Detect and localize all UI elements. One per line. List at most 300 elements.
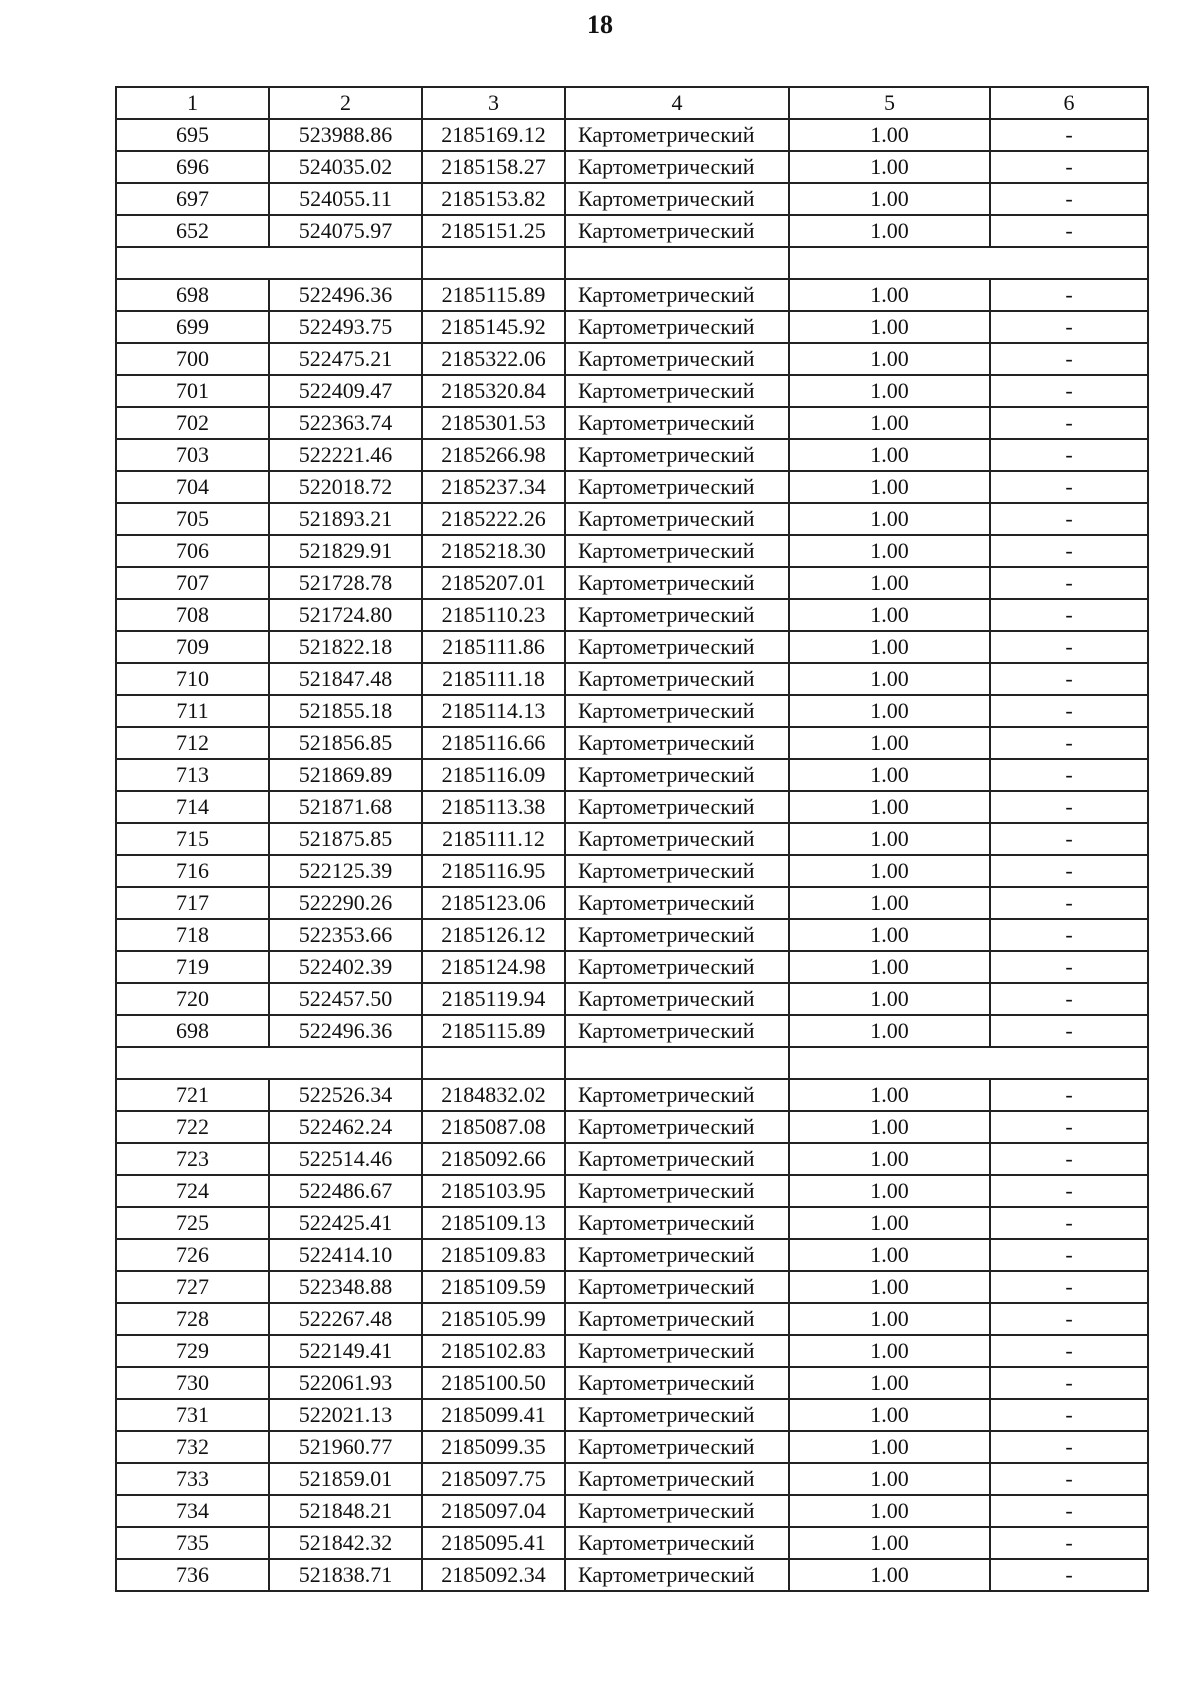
table-cell: 524055.11 xyxy=(269,183,422,215)
table-cell: 2185099.35 xyxy=(422,1431,565,1463)
table-cell: - xyxy=(990,1143,1148,1175)
table-row xyxy=(116,1463,1148,1495)
table-row xyxy=(116,1207,1148,1239)
table-cell: - xyxy=(990,503,1148,535)
table-cell: 2185237.34 xyxy=(422,471,565,503)
table-cell: Картометрический xyxy=(565,1303,789,1335)
table-cell: 521724.80 xyxy=(269,599,422,631)
table-cell: 2185116.09 xyxy=(422,759,565,791)
table-row xyxy=(116,1367,1148,1399)
table-cell: 732 xyxy=(116,1431,269,1463)
table-row xyxy=(116,1143,1148,1175)
table-cell: - xyxy=(990,183,1148,215)
table-cell: - xyxy=(990,311,1148,343)
table-cell: Картометрический xyxy=(565,951,789,983)
table-cell: 1.00 xyxy=(789,855,990,887)
table-cell: 521855.18 xyxy=(269,695,422,727)
table-cell: 2185097.04 xyxy=(422,1495,565,1527)
table-cell: 521842.32 xyxy=(269,1527,422,1559)
table-cell: - xyxy=(990,1495,1148,1527)
table-row xyxy=(116,1559,1148,1591)
table-cell: 522221.46 xyxy=(269,439,422,471)
table-cell: 2185111.18 xyxy=(422,663,565,695)
table-cell: 711 xyxy=(116,695,269,727)
table-cell: 2185100.50 xyxy=(422,1367,565,1399)
table-cell: Картометрический xyxy=(565,1335,789,1367)
table-row xyxy=(116,727,1148,759)
table-cell: 521856.85 xyxy=(269,727,422,759)
table-cell: 728 xyxy=(116,1303,269,1335)
table-cell: 1.00 xyxy=(789,1239,990,1271)
table-cell: 725 xyxy=(116,1207,269,1239)
table-cell: 1.00 xyxy=(789,1399,990,1431)
table-cell: 1.00 xyxy=(789,1495,990,1527)
table-cell: 721 xyxy=(116,1079,269,1111)
empty-cell xyxy=(116,1047,422,1079)
table-cell: 718 xyxy=(116,919,269,951)
table-cell: 2185124.98 xyxy=(422,951,565,983)
coordinates-table xyxy=(115,86,1149,1592)
table-cell: - xyxy=(990,471,1148,503)
table-cell: Картометрический xyxy=(565,727,789,759)
table-cell: - xyxy=(990,599,1148,631)
table-row xyxy=(116,695,1148,727)
table-cell: 723 xyxy=(116,1143,269,1175)
table-cell: 1.00 xyxy=(789,311,990,343)
table-cell: Картометрический xyxy=(565,1207,789,1239)
table-cell: 722 xyxy=(116,1111,269,1143)
table-cell: 1.00 xyxy=(789,727,990,759)
table-row xyxy=(116,279,1148,311)
table-cell: - xyxy=(990,567,1148,599)
table-cell: 1.00 xyxy=(789,631,990,663)
table-cell: 1.00 xyxy=(789,215,990,247)
table-cell: Картометрический xyxy=(565,1367,789,1399)
table-cell: 1.00 xyxy=(789,471,990,503)
table-cell: 2185158.27 xyxy=(422,151,565,183)
table-cell: 522493.75 xyxy=(269,311,422,343)
table-row xyxy=(116,951,1148,983)
table-cell: Картометрический xyxy=(565,791,789,823)
table-row xyxy=(116,759,1148,791)
table-cell: 710 xyxy=(116,663,269,695)
table-row xyxy=(116,1303,1148,1335)
table-cell: - xyxy=(990,151,1148,183)
table-cell: 523988.86 xyxy=(269,119,422,151)
empty-cell xyxy=(116,247,422,279)
table-cell: 2185116.66 xyxy=(422,727,565,759)
table-cell: 1.00 xyxy=(789,663,990,695)
table-row xyxy=(116,183,1148,215)
table-cell: 702 xyxy=(116,407,269,439)
table-cell: - xyxy=(990,663,1148,695)
table-cell: 524035.02 xyxy=(269,151,422,183)
table-cell: 707 xyxy=(116,567,269,599)
column-header: 4 xyxy=(565,87,789,119)
table-row xyxy=(116,215,1148,247)
table-row xyxy=(116,311,1148,343)
table-cell: 698 xyxy=(116,1015,269,1047)
table-cell: - xyxy=(990,855,1148,887)
table-cell: 522021.13 xyxy=(269,1399,422,1431)
table-row xyxy=(116,631,1148,663)
table-cell: 522414.10 xyxy=(269,1239,422,1271)
table-cell: 1.00 xyxy=(789,1175,990,1207)
table-cell: 1.00 xyxy=(789,1207,990,1239)
table-cell: - xyxy=(990,631,1148,663)
table-cell: 698 xyxy=(116,279,269,311)
table-cell: 2185105.99 xyxy=(422,1303,565,1335)
table-cell: Картометрический xyxy=(565,311,789,343)
table-cell: Картометрический xyxy=(565,1399,789,1431)
table-cell: - xyxy=(990,1303,1148,1335)
table-cell: Картометрический xyxy=(565,887,789,919)
table-cell: - xyxy=(990,1463,1148,1495)
table-cell: 734 xyxy=(116,1495,269,1527)
table-cell: 1.00 xyxy=(789,1015,990,1047)
table-cell: 1.00 xyxy=(789,375,990,407)
table-cell: 2185222.26 xyxy=(422,503,565,535)
table-row xyxy=(116,1495,1148,1527)
table-cell: - xyxy=(990,1335,1148,1367)
table-cell: 2185119.94 xyxy=(422,983,565,1015)
table-cell: 1.00 xyxy=(789,1143,990,1175)
table-cell: 704 xyxy=(116,471,269,503)
table-row xyxy=(116,983,1148,1015)
table-cell: Картометрический xyxy=(565,695,789,727)
table-cell: 2185092.66 xyxy=(422,1143,565,1175)
table-cell: - xyxy=(990,727,1148,759)
table-cell: 2185095.41 xyxy=(422,1527,565,1559)
table-row xyxy=(116,1431,1148,1463)
table-cell: 2185266.98 xyxy=(422,439,565,471)
table-cell: - xyxy=(990,951,1148,983)
table-cell: 1.00 xyxy=(789,151,990,183)
table-cell: 522290.26 xyxy=(269,887,422,919)
table-cell: 521875.85 xyxy=(269,823,422,855)
table-cell: 1.00 xyxy=(789,887,990,919)
table-cell: - xyxy=(990,791,1148,823)
empty-cell xyxy=(565,247,789,279)
table-body xyxy=(116,119,1148,1591)
table-cell: 708 xyxy=(116,599,269,631)
table-cell: 2185110.23 xyxy=(422,599,565,631)
table-cell: Картометрический xyxy=(565,215,789,247)
table-cell: - xyxy=(990,1111,1148,1143)
table-cell: 521869.89 xyxy=(269,759,422,791)
column-header: 1 xyxy=(116,87,269,119)
table-cell: - xyxy=(990,535,1148,567)
table-cell: 522496.36 xyxy=(269,279,422,311)
table-row xyxy=(116,663,1148,695)
table-cell: 2185115.89 xyxy=(422,1015,565,1047)
table-cell: 522125.39 xyxy=(269,855,422,887)
table-cell: - xyxy=(990,1015,1148,1047)
table-cell: 521728.78 xyxy=(269,567,422,599)
table-cell: Картометрический xyxy=(565,439,789,471)
table-cell: 1.00 xyxy=(789,951,990,983)
table-cell: 2185115.89 xyxy=(422,279,565,311)
table-row xyxy=(116,823,1148,855)
table-cell: 720 xyxy=(116,983,269,1015)
table-row xyxy=(116,1175,1148,1207)
table-cell: 1.00 xyxy=(789,1335,990,1367)
table-cell: 1.00 xyxy=(789,919,990,951)
table-cell: 522363.74 xyxy=(269,407,422,439)
table-cell: 1.00 xyxy=(789,695,990,727)
table-row xyxy=(116,1111,1148,1143)
table-cell: 2185126.12 xyxy=(422,919,565,951)
table-cell: Картометрический xyxy=(565,663,789,695)
table-cell: - xyxy=(990,279,1148,311)
table-row xyxy=(116,375,1148,407)
column-header: 2 xyxy=(269,87,422,119)
table-cell: Картометрический xyxy=(565,1175,789,1207)
table-cell: 705 xyxy=(116,503,269,535)
table-cell: - xyxy=(990,823,1148,855)
table-cell: 1.00 xyxy=(789,791,990,823)
table-cell: 522267.48 xyxy=(269,1303,422,1335)
table-cell: 524075.97 xyxy=(269,215,422,247)
table-cell: 522486.67 xyxy=(269,1175,422,1207)
table-cell: 521871.68 xyxy=(269,791,422,823)
table-cell: 2185109.13 xyxy=(422,1207,565,1239)
table-cell: Картометрический xyxy=(565,1463,789,1495)
table-cell: 1.00 xyxy=(789,599,990,631)
table-cell: 713 xyxy=(116,759,269,791)
table-cell: 2185087.08 xyxy=(422,1111,565,1143)
table-cell: - xyxy=(990,1239,1148,1271)
empty-cell xyxy=(422,247,565,279)
table-cell: 2185113.38 xyxy=(422,791,565,823)
table-row xyxy=(116,1271,1148,1303)
table-cell: 1.00 xyxy=(789,503,990,535)
column-header: 5 xyxy=(789,87,990,119)
table-cell: Картометрический xyxy=(565,599,789,631)
table-cell: - xyxy=(990,1175,1148,1207)
table-cell: 1.00 xyxy=(789,1431,990,1463)
empty-cell xyxy=(422,1047,565,1079)
table-cell: 521893.21 xyxy=(269,503,422,535)
table-cell: 1.00 xyxy=(789,1367,990,1399)
table-cell: Картометрический xyxy=(565,183,789,215)
table-cell: Картометрический xyxy=(565,759,789,791)
table-cell: - xyxy=(990,1207,1148,1239)
separator-row xyxy=(116,1047,1148,1079)
table-cell: 2185097.75 xyxy=(422,1463,565,1495)
table-cell: Картометрический xyxy=(565,631,789,663)
table-row xyxy=(116,471,1148,503)
table-cell: 1.00 xyxy=(789,439,990,471)
table-cell: Картометрический xyxy=(565,1111,789,1143)
table-row xyxy=(116,1335,1148,1367)
empty-cell xyxy=(789,1047,1148,1079)
table-cell: 521838.71 xyxy=(269,1559,422,1591)
table-cell: 522018.72 xyxy=(269,471,422,503)
table-row xyxy=(116,343,1148,375)
table-cell: 1.00 xyxy=(789,1463,990,1495)
table-cell: 1.00 xyxy=(789,1527,990,1559)
table-cell: 715 xyxy=(116,823,269,855)
table-cell: 2185320.84 xyxy=(422,375,565,407)
table-cell: 717 xyxy=(116,887,269,919)
table-cell: - xyxy=(990,1079,1148,1111)
table-cell: 1.00 xyxy=(789,983,990,1015)
table-cell: 699 xyxy=(116,311,269,343)
table-row xyxy=(116,1527,1148,1559)
table-cell: 2185103.95 xyxy=(422,1175,565,1207)
table-cell: - xyxy=(990,1527,1148,1559)
table-cell: 2185169.12 xyxy=(422,119,565,151)
table-cell: - xyxy=(990,1559,1148,1591)
table-cell: 726 xyxy=(116,1239,269,1271)
table-row xyxy=(116,855,1148,887)
table-cell: 521829.91 xyxy=(269,535,422,567)
table-row xyxy=(116,919,1148,951)
table-cell: 2185145.92 xyxy=(422,311,565,343)
table-row xyxy=(116,1015,1148,1047)
table-cell: - xyxy=(990,1367,1148,1399)
table-cell: 1.00 xyxy=(789,567,990,599)
table-cell: 2185109.59 xyxy=(422,1271,565,1303)
table-cell: 700 xyxy=(116,343,269,375)
table-cell: 736 xyxy=(116,1559,269,1591)
table-cell: 1.00 xyxy=(789,1111,990,1143)
table-cell: 712 xyxy=(116,727,269,759)
table-cell: 1.00 xyxy=(789,1559,990,1591)
table-cell: 1.00 xyxy=(789,279,990,311)
table-cell: - xyxy=(990,983,1148,1015)
column-header: 6 xyxy=(990,87,1148,119)
table-cell: Картометрический xyxy=(565,407,789,439)
table-cell: 706 xyxy=(116,535,269,567)
table-cell: 2185102.83 xyxy=(422,1335,565,1367)
table-cell: Картометрический xyxy=(565,279,789,311)
table-cell: 521960.77 xyxy=(269,1431,422,1463)
table-row xyxy=(116,791,1148,823)
table-cell: Картометрический xyxy=(565,1079,789,1111)
table-cell: 522353.66 xyxy=(269,919,422,951)
table-cell: 703 xyxy=(116,439,269,471)
table-cell: 522409.47 xyxy=(269,375,422,407)
table-cell: - xyxy=(990,375,1148,407)
table-cell: Картометрический xyxy=(565,471,789,503)
table-cell: 2185218.30 xyxy=(422,535,565,567)
table-cell: Картометрический xyxy=(565,1143,789,1175)
table-cell: 731 xyxy=(116,1399,269,1431)
table-cell: - xyxy=(990,407,1148,439)
table-cell: 522457.50 xyxy=(269,983,422,1015)
table-cell: 652 xyxy=(116,215,269,247)
table-cell: 2185109.83 xyxy=(422,1239,565,1271)
table-cell: 730 xyxy=(116,1367,269,1399)
table-cell: - xyxy=(990,439,1148,471)
table-cell: 1.00 xyxy=(789,823,990,855)
table-cell: 2184832.02 xyxy=(422,1079,565,1111)
table-cell: - xyxy=(990,119,1148,151)
table-row xyxy=(116,119,1148,151)
table-cell: 2185301.53 xyxy=(422,407,565,439)
table-cell: Картометрический xyxy=(565,503,789,535)
table-cell: Картометрический xyxy=(565,1431,789,1463)
table-cell: Картометрический xyxy=(565,855,789,887)
table-cell: 522462.24 xyxy=(269,1111,422,1143)
table-cell: Картометрический xyxy=(565,1015,789,1047)
table-cell: 719 xyxy=(116,951,269,983)
empty-cell xyxy=(565,1047,789,1079)
table-cell: 2185111.86 xyxy=(422,631,565,663)
table-cell: 714 xyxy=(116,791,269,823)
table-cell: Картометрический xyxy=(565,1271,789,1303)
table-cell: 522402.39 xyxy=(269,951,422,983)
table-cell: Картометрический xyxy=(565,1239,789,1271)
header-row xyxy=(116,87,1148,119)
table-cell: Картометрический xyxy=(565,1559,789,1591)
table-row xyxy=(116,1239,1148,1271)
table-cell: 522496.36 xyxy=(269,1015,422,1047)
table-cell: 521822.18 xyxy=(269,631,422,663)
separator-row xyxy=(116,247,1148,279)
table-cell: 522149.41 xyxy=(269,1335,422,1367)
table-cell: 2185207.01 xyxy=(422,567,565,599)
table-cell: Картометрический xyxy=(565,1495,789,1527)
table-cell: 701 xyxy=(116,375,269,407)
table-cell: - xyxy=(990,759,1148,791)
table-cell: Картометрический xyxy=(565,375,789,407)
table-cell: Картометрический xyxy=(565,919,789,951)
table-cell: 522061.93 xyxy=(269,1367,422,1399)
table-cell: - xyxy=(990,343,1148,375)
table-cell: Картометрический xyxy=(565,119,789,151)
table-cell: 1.00 xyxy=(789,759,990,791)
table-row xyxy=(116,535,1148,567)
table-cell: 2185092.34 xyxy=(422,1559,565,1591)
table-cell: 697 xyxy=(116,183,269,215)
table-cell: 2185153.82 xyxy=(422,183,565,215)
table-cell: 2185116.95 xyxy=(422,855,565,887)
table-cell: - xyxy=(990,215,1148,247)
table-row xyxy=(116,407,1148,439)
table-cell: 727 xyxy=(116,1271,269,1303)
table-cell: - xyxy=(990,1399,1148,1431)
table-cell: 522514.46 xyxy=(269,1143,422,1175)
column-header: 3 xyxy=(422,87,565,119)
table-cell: - xyxy=(990,1271,1148,1303)
page-number: 18 xyxy=(587,10,613,39)
table-cell: 724 xyxy=(116,1175,269,1207)
table-cell: Картометрический xyxy=(565,151,789,183)
table-cell: 1.00 xyxy=(789,1303,990,1335)
table-cell: 1.00 xyxy=(789,183,990,215)
table-row xyxy=(116,1399,1148,1431)
table-cell: 716 xyxy=(116,855,269,887)
table-cell: 521859.01 xyxy=(269,1463,422,1495)
table-cell: 735 xyxy=(116,1527,269,1559)
table-cell: Картометрический xyxy=(565,343,789,375)
table-cell: - xyxy=(990,695,1148,727)
table-cell: 709 xyxy=(116,631,269,663)
table-cell: Картометрический xyxy=(565,823,789,855)
table-row xyxy=(116,567,1148,599)
table-cell: Картометрический xyxy=(565,567,789,599)
table-cell: 522475.21 xyxy=(269,343,422,375)
table-cell: 2185111.12 xyxy=(422,823,565,855)
table-cell: 733 xyxy=(116,1463,269,1495)
table-cell: 2185114.13 xyxy=(422,695,565,727)
table-cell: 696 xyxy=(116,151,269,183)
empty-cell xyxy=(789,247,1148,279)
table-cell: 522348.88 xyxy=(269,1271,422,1303)
